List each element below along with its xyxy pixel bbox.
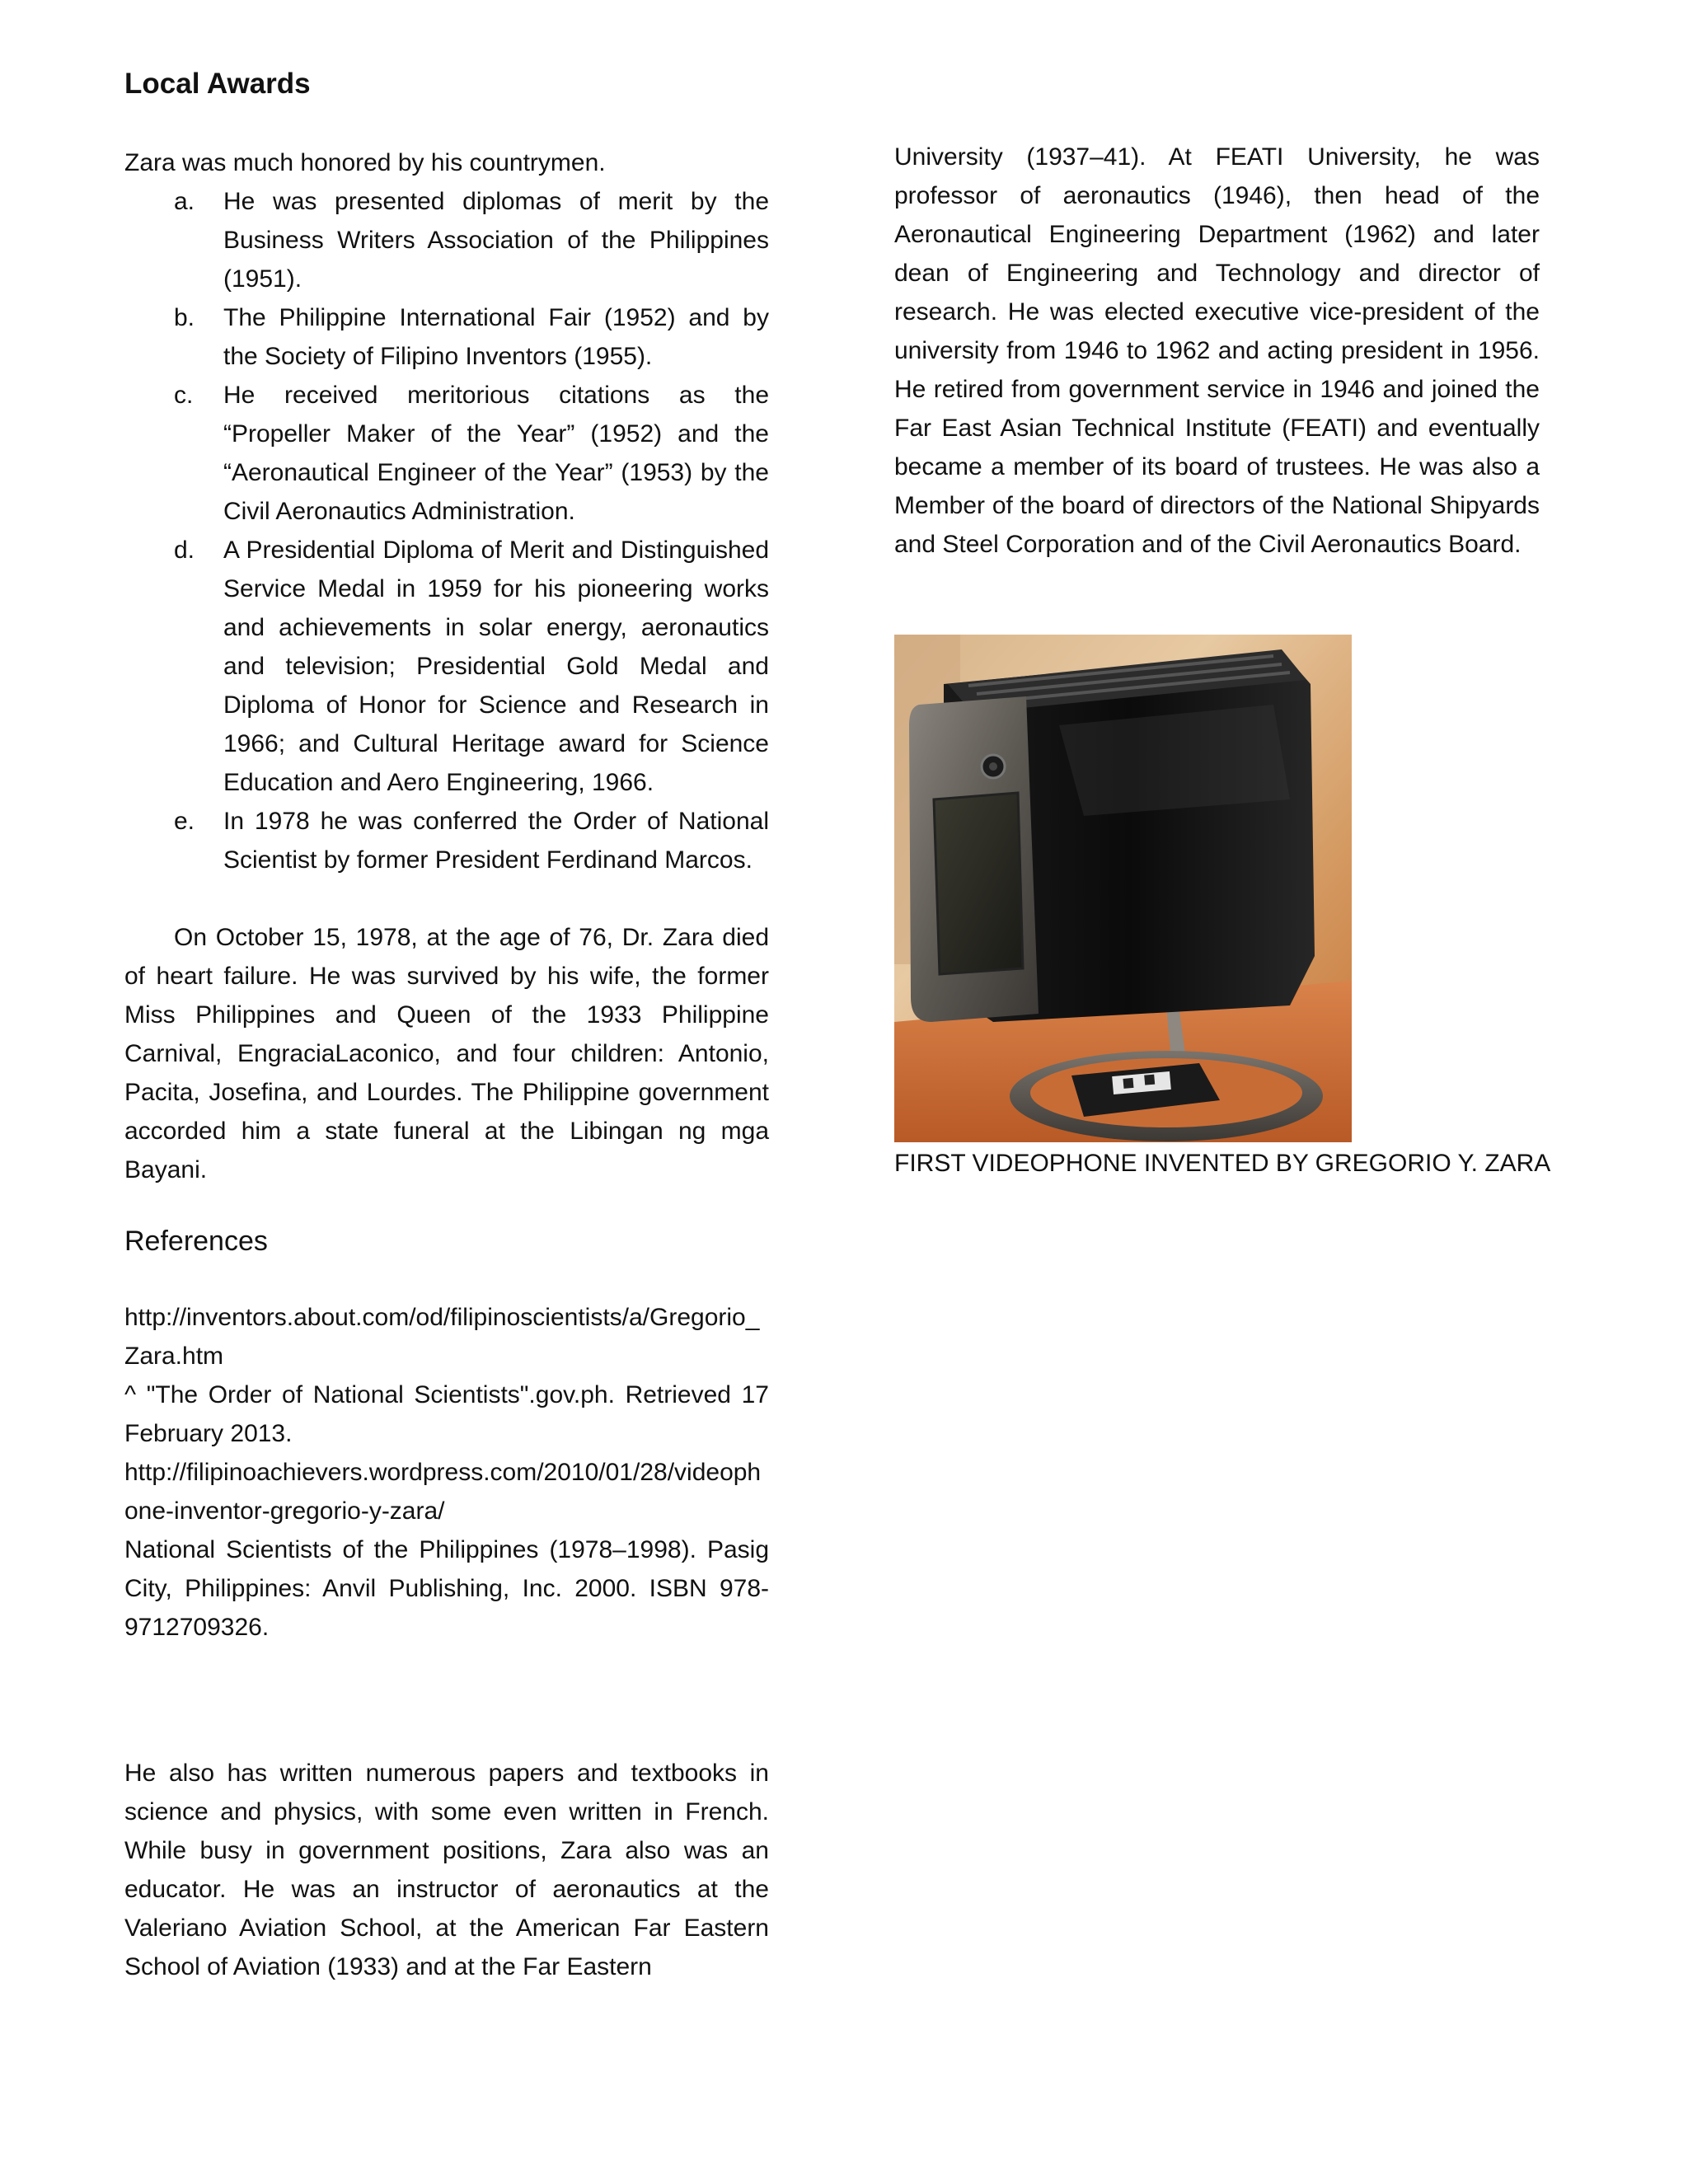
reference-entry: ^ "The Order of National Scientists".gov.ph. Retrieved 17 February 2013. xyxy=(124,1381,769,1447)
list-marker: d. xyxy=(174,537,195,564)
reference-url[interactable]: http://inventors.about.com/od/filipinoscientists/a/Gregorio_Zara.htm xyxy=(124,1304,760,1370)
reference-entry: National Scientists of the Philippines (1978–1998). Pasig City, Philippines: Anvil Publishing, Inc. 2000. ISBN 978-9712709326. xyxy=(124,1536,769,1641)
left-column xyxy=(124,143,769,1986)
list-item-text: A Presidential Diploma of Merit and Distinguished Service Medal in 1959 for his pioneering works and achievements in solar energy, aeronautics and television; Presidential Gold Medal and Diploma of Honor for Science and Research in 1966; and Cultural Heritage award for Science Education and Aero Engineering, 1966. xyxy=(223,537,769,796)
list-item-text: He received meritorious citations as the “Propeller Maker of the Year” (1952) and the “Aeronautical Engineer of the Year” (1953) by the Civil Aeronautics Administration. xyxy=(223,382,769,525)
awards-list xyxy=(124,182,769,879)
death-paragraph: On October 15, 1978, at the age of 76, Dr. Zara died of heart failure. He was survived by his wife, the former Miss Philippines and Queen of the 1933 Philippine Carnival, EngraciaLaconico, and four children: Antonio, Pacita, Josefina, and Lourdes. The Philippine government accorded him a state funeral at the Libingan ng mga Bayani. xyxy=(124,924,769,1183)
list-item xyxy=(124,298,769,376)
list-item-text: In 1978 he was conferred the Order of National Scientist by former President Ferdinand Marcos. xyxy=(223,808,769,874)
reference-url[interactable]: http://filipinoachievers.wordpress.com/2010/01/28/videophone-inventor-gregorio-y-zara/ xyxy=(124,1459,762,1525)
references-list xyxy=(124,1298,769,1647)
section-title: Local Awards xyxy=(124,68,311,100)
list-item xyxy=(124,182,769,298)
videophone-photo xyxy=(894,635,1352,1142)
list-item-text: He was presented diplomas of merit by the Business Writers Association of the Philippines (1951). xyxy=(223,188,769,293)
list-marker: a. xyxy=(174,188,195,215)
list-marker: b. xyxy=(174,304,195,331)
intro-paragraph: Zara was much honored by his countrymen. xyxy=(124,149,606,176)
list-marker: e. xyxy=(174,808,195,835)
list-item xyxy=(124,531,769,802)
papers-paragraph: He also has written numerous papers and textbooks in science and physics, with some even written in French. While busy in government positions, Zara also was an educator. He was an instructor of aeronautics at the Valeriano Aviation School, at the American Far Eastern School of Aviation (1933) and at the Far Eastern xyxy=(124,1760,769,1980)
continuation-paragraph: University (1937–41). At FEATI University, he was professor of aeronautics (1946), then head of the Aeronautical Engineering Department (1962) and later dean of Engineering and Technology and director of research. He was elected executive vice-president of the university from 1946 to 1962 and acting president in 1956. He retired from government service in 1946 and joined the Far East Asian Technical Institute (FEATI) and eventually became a member of its board of trustees. He was also a Member of the board of directors of the National Shipyards and Steel Corporation and of the Civil Aeronautics Board. xyxy=(894,143,1540,558)
image-caption: FIRST VIDEOPHONE INVENTED BY GREGORIO Y. ZARA xyxy=(894,1150,1551,1177)
list-marker: c. xyxy=(174,382,194,409)
list-item xyxy=(124,376,769,531)
list-item-text: The Philippine International Fair (1952) and by the Society of Filipino Inventors (1955). xyxy=(223,304,769,370)
right-column xyxy=(894,138,1540,564)
references-heading: References xyxy=(124,1226,268,1257)
list-item xyxy=(124,802,769,879)
